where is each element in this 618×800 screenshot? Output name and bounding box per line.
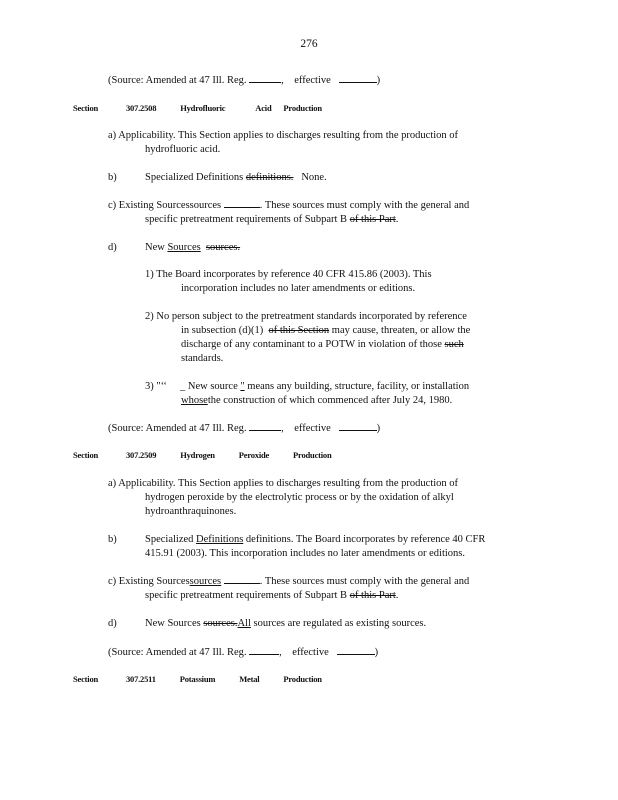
existing-sources-text: c) Existing Sources [108, 576, 190, 587]
existing-sources-line [108, 199, 469, 212]
existing-sources-text: specific pretreatment requirements of Subpart B [145, 590, 348, 601]
subitem-line [181, 324, 470, 337]
section-heading [73, 450, 332, 460]
effective-blank [337, 645, 375, 655]
struck-text: of this Part [349, 214, 396, 225]
underlined-text: sources [189, 576, 222, 587]
period: . [395, 590, 399, 601]
new-sources-text: New Sources [145, 618, 204, 629]
section-title-word: Hydrogen [180, 450, 215, 460]
new-sources-line [145, 617, 426, 630]
section-title-word: Production [283, 103, 322, 113]
section-heading [73, 103, 322, 113]
section-number: 307.2511 [125, 674, 156, 684]
section-number: 307.2509 [125, 450, 157, 460]
section-title-word: Potassium [179, 674, 216, 684]
underlined-text: Definitions [196, 534, 244, 545]
new-sources-label: d) [108, 618, 117, 629]
source-close: ) [376, 75, 381, 86]
existing-sources-text: . These sources must comply with the general and [259, 576, 470, 587]
definitions-line: 415.91 (2003). This incorporation includes no later amendments or editions. [145, 548, 465, 559]
section-title-word: Hydrofluoric [180, 103, 226, 113]
source-effective: effective [292, 647, 329, 658]
source-prefix: (Source: Amended at 47 Ill. Reg. [108, 647, 247, 658]
new-sources-text: New [145, 242, 168, 253]
existing-sources-line [145, 589, 398, 602]
definitions-label: b) [108, 534, 117, 545]
existing-sources-text: c) Existing Sourcessources [108, 200, 222, 211]
struck-text: of this Section [268, 325, 330, 336]
subitem-text: in subsection (d)(1) [181, 325, 264, 336]
source-effective: effective [294, 75, 331, 86]
section-label: Section [73, 103, 99, 113]
existing-sources-text: . These sources must comply with the general and [259, 200, 470, 211]
section-heading [73, 674, 322, 684]
subitem-line: 1) The Board incorporates by reference 40 CFR 415.86 (2003). This [145, 269, 432, 280]
definitions-label: b) [108, 172, 117, 183]
source-note [108, 645, 378, 659]
definitions-end: None. [301, 172, 327, 183]
page-number: 276 [300, 38, 318, 50]
definitions-line [145, 533, 485, 546]
inserted-dash [224, 577, 260, 584]
applicability-line: a) Applicability. This Section applies to discharges resulting from the production of [108, 478, 459, 489]
section-label: Section [73, 674, 99, 684]
applicability-line: hydrogen peroxide by the electrolytic process or by the oxidation of alkyl [145, 492, 454, 503]
underlined-text: All [237, 618, 251, 629]
applicability-line: hydrofluoric acid. [145, 144, 221, 155]
struck-text: such [444, 339, 464, 350]
subitem-line: incorporation includes no later amendments or editions. [181, 283, 416, 294]
new-sources-label: d) [108, 242, 117, 253]
definitions-text: Specialized [145, 534, 197, 545]
existing-sources-line [145, 213, 398, 226]
existing-sources-text: specific pretreatment requirements of Subpart B [145, 214, 348, 225]
subitem-text: means any building, structure, facility, or installation [244, 381, 470, 392]
subitem-line [181, 338, 464, 351]
applicability-line: hydroanthraquinones. [145, 506, 237, 517]
source-comma: , [281, 423, 284, 434]
subitem-line: 2) No person subject to the pretreatment standards incorporated by reference [145, 311, 467, 322]
applicability-line: a) Applicability. This Section applies to discharges resulting from the production of [108, 130, 459, 141]
subitem-text: 3) "‘‘ [145, 381, 167, 392]
struck-text: sources. [205, 242, 241, 253]
subitem-text: the construction of which commenced after July 24, 1980. [207, 395, 453, 406]
subitem-text: may cause, threaten, or allow the [329, 325, 471, 336]
definitions-text: Specialized Definitions [145, 172, 244, 183]
inserted-dash [224, 201, 260, 208]
definitions-line [145, 171, 327, 184]
section-number: 307.2508 [125, 103, 157, 113]
subitem-text: discharge of any contaminant to a POTW in violation of those [181, 339, 445, 350]
section-label: Section [73, 450, 99, 460]
section-title-word: Metal [239, 674, 260, 684]
source-effective: effective [294, 423, 331, 434]
struck-text: definitions. [245, 172, 294, 183]
register-blank [249, 421, 281, 431]
subitem-line [181, 394, 452, 407]
source-close: ) [376, 423, 381, 434]
effective-blank [339, 73, 377, 83]
effective-blank [339, 421, 377, 431]
struck-text: of this Part [349, 590, 396, 601]
underlined-text: Sources [167, 242, 201, 253]
register-blank [249, 645, 279, 655]
new-sources-line [145, 241, 240, 254]
definitions-text: definitions. The Board incorporates by reference 40 CFR [243, 534, 486, 545]
underlined-text: " [240, 381, 245, 392]
source-comma: , [281, 75, 284, 86]
period: . [395, 214, 399, 225]
section-title-word: Acid [255, 103, 272, 113]
subitem-text: _ New source [180, 381, 241, 392]
source-prefix: (Source: Amended at 47 Ill. Reg. [108, 75, 247, 86]
source-close: ) [374, 647, 379, 658]
struck-text: sources. [203, 618, 238, 629]
underlined-text: whose [181, 395, 208, 406]
subitem-line: standards. [181, 353, 224, 364]
source-comma: , [279, 647, 282, 658]
existing-sources-line [108, 575, 469, 588]
section-title-word: Production [293, 450, 332, 460]
new-sources-text: sources are regulated as existing sources. [250, 618, 427, 629]
subitem-line [145, 380, 469, 393]
register-blank [249, 73, 281, 83]
source-note [108, 421, 380, 435]
section-title-word: Peroxide [238, 450, 270, 460]
source-prefix: (Source: Amended at 47 Ill. Reg. [108, 423, 247, 434]
source-note [108, 73, 380, 87]
section-title-word: Production [283, 674, 322, 684]
